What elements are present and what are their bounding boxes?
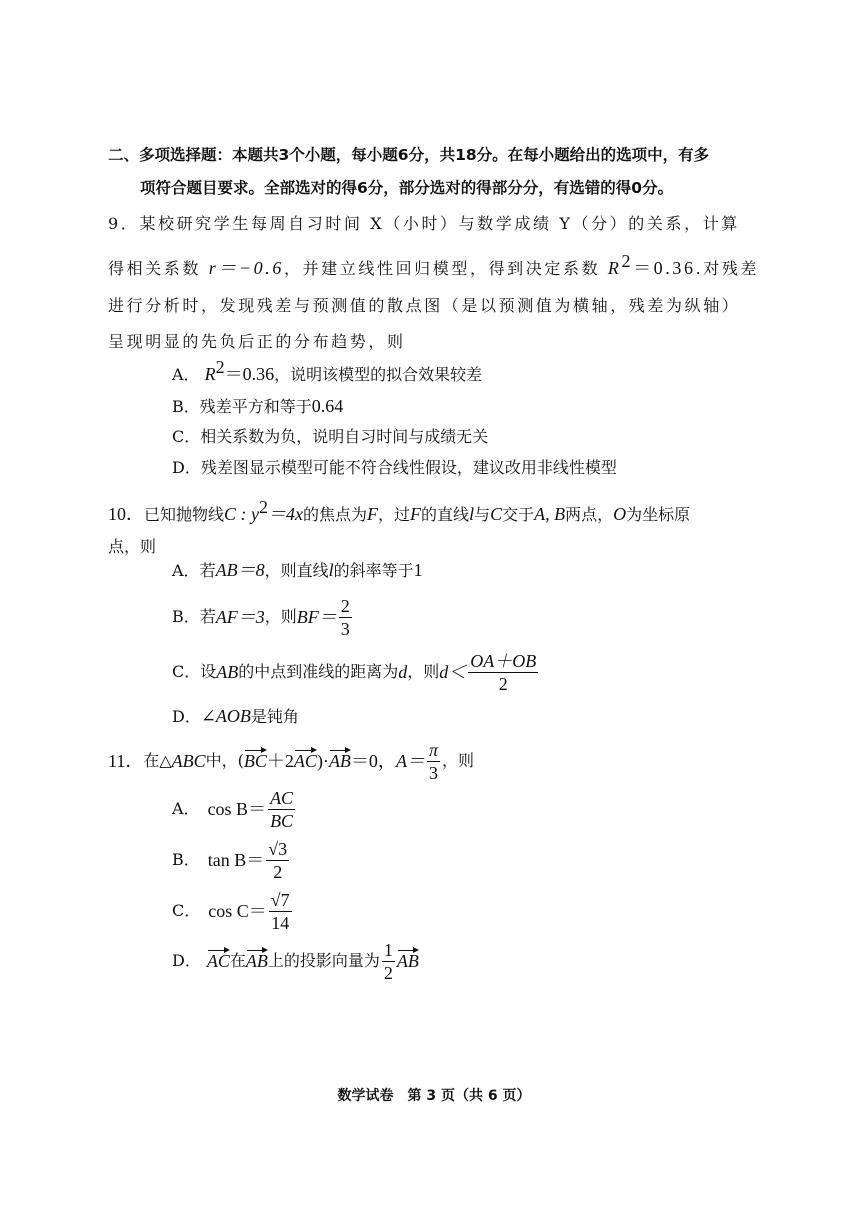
q9-text: .对残差 [695,259,760,278]
q10-a-text: 的斜率等于 [333,561,414,580]
q9-d-text: 残差图显示模型可能不符合线性假设，建议改用非线性模型 [200,458,617,477]
q10-AB: A, B [534,504,566,524]
q10-F: F [367,504,379,524]
fraction-denominator: 2 [266,860,289,883]
q10-b-text: ，则 [264,607,297,626]
q10-F: F [410,504,422,524]
q10-text: 的焦点为 [303,505,368,524]
q9-c-text: 相关系数为负，说明自习时间与成绩无关 [200,427,489,446]
q11-text: 在△ [143,751,172,770]
q10-c-d: d [398,662,408,682]
option-label: C． [172,427,201,446]
q11-plus2: ＋2 [266,751,294,771]
q10-O: O [613,504,627,524]
question-number: 11． [108,751,144,771]
q9-option-a: A． $R^2=0.36$，说明该模型的拟合效果较差 [172,357,483,384]
fraction [269,889,292,934]
fraction [268,787,295,832]
fraction-denominator: BC [270,810,294,831]
q11-d-text: 上的投影向量为 [267,951,380,970]
q11-a-fn: cos B＝ [207,799,267,819]
q10-b-bf: BF＝ [296,607,337,627]
q9-option-c [172,427,488,447]
q10-a-text: 若 [199,561,216,580]
q9-option-b [172,396,343,417]
q11-c-fn: cos C＝ [208,901,267,921]
option-label: B． [172,850,200,869]
q9-line4: 呈现明显的先负后正的分布趋势，则 [108,332,406,351]
q11-text: 中，( [205,751,244,770]
q10-curve-rhs: ＝4x [268,504,304,524]
fraction-denominator: 2 [468,672,538,695]
q9-a-text: ，说明该模型的拟合效果较差 [274,365,483,384]
fraction-denominator: 3 [340,618,350,639]
q10-c-text: 的中点到准线的距离为 [238,662,399,681]
q10-c-ineq: d＜ [439,662,467,682]
q11-option-d [172,936,419,986]
q9-r-expr: r＝−0.6 [208,258,284,278]
option-label: A． [172,561,200,580]
option-label: A． [172,799,200,818]
q10-line2: 点，则 [108,537,157,556]
q11-d-text: 在 [229,951,246,970]
q10-a-val: 1 [413,560,423,580]
fraction [427,739,440,784]
q9-line3: 进行分析时，发现残差与预测值的散点图（是以预测值为横轴，残差为纵轴） [108,296,741,315]
option-label: D． [172,707,201,726]
fraction-numerator: OA＋OB [470,650,537,671]
fraction-denominator: 2 [383,962,393,983]
q9-text: 得相关系数 [108,259,202,278]
q10-text: 与 [474,505,491,524]
vector-ab: AB [328,751,351,771]
page-footer: 数学试卷 第 3 页（共 6 页） [337,1088,531,1104]
q10-text: 两点， [565,505,614,524]
q10-text: 为坐标原 [626,505,691,524]
q9-text: ，并建立线性回归模型，得到决定系数 [283,259,601,278]
vector-ac: AC [206,951,230,971]
vector-ab: AB [396,951,419,971]
q9-r2: R [607,258,622,278]
fraction [382,939,395,984]
fraction-denominator: 14 [269,911,292,934]
q11-text: ，则 [441,751,474,770]
fraction [339,595,352,640]
q11-option-c [172,886,294,936]
q10-option-b [172,592,354,642]
fraction-numerator: 2 [340,595,350,616]
q10-b-expr: AF＝3 [215,607,265,627]
option-label: A． [172,365,200,384]
q11-dot: )· [316,751,329,771]
q10-b-text: 若 [199,607,216,626]
q11-eq0: ＝0， [350,751,396,771]
q10-c-text: ，则 [407,662,440,681]
option-label: B． [172,397,200,416]
q10-a-expr: AB＝8 [215,560,265,580]
q10-d-text: 是钝角 [250,707,299,726]
q9-b-text: 残差平方和等于 [199,397,312,416]
vector-bc: BC [243,751,267,771]
section-header-line2: 项符合题目要求。全部选对的得6分，部分选对的得部分分，有选错的得0分。 [140,179,674,197]
fraction-denominator: 3 [427,761,440,784]
fraction [266,838,289,883]
q10-curve: C : y [224,504,260,524]
option-label: C． [172,901,201,920]
q9-r2-val: ＝0.36 [633,258,696,278]
fraction-numerator: √7 [270,889,290,910]
q9-option-d [172,458,617,478]
q11-abc: ABC [171,751,206,771]
q10-option-a [172,560,423,581]
option-label: C． [172,662,201,681]
question-number: 10． [108,504,144,524]
vector-ac: AC [293,751,317,771]
q10-option-d [172,706,299,727]
fraction [468,650,538,695]
q10-text: ，过 [378,505,411,524]
q10-option-c [172,647,540,697]
q11-line1 [108,737,474,785]
fraction-numerator: √3 [268,838,288,859]
fraction-numerator: AC [270,787,294,808]
q9-line1: 9．某校研究学生每周自习时间 X（小时）与数学成绩 Y（分）的关系，计算 [108,214,740,233]
q10-text: 交于 [502,505,535,524]
q10-d-expr: ∠AOB [200,706,251,726]
q9-a-r2: R [204,364,216,384]
q10-l: l [469,504,475,524]
fraction-numerator: π [428,739,438,760]
q11-A: A＝ [395,751,425,771]
q10-a-l: l [328,560,334,580]
q10-text: 已知抛物线 [144,505,225,524]
q11-b-fn: tan B＝ [207,850,265,870]
q10-c-text: 设 [200,662,217,681]
vector-ab: AB [245,951,268,971]
q9-a-val: ＝0.36 [224,364,275,384]
q9-line2: 得相关系数 r＝−0.6，并建立线性回归模型，得到决定系数 $R^2=0.36$.对残差 [108,251,760,278]
section-header-line1: 二、多项选择题：本题共3个小题，每小题6分，共18分。在每小题给出的选项中，有多 [108,146,710,164]
option-label: B． [172,607,200,626]
q10-C: C [490,504,503,524]
option-label: D． [172,951,201,970]
q10-line1: 10．已知抛物线C : $y^2=4x$的焦点为F，过F的直线l与C交于A, B两点，O为坐标原 [108,497,691,524]
q9-b-val: 0.64 [311,396,344,416]
q10-text: 的直线 [421,505,470,524]
q11-option-a [172,784,297,834]
q10-c-ab: AB [216,662,239,682]
q10-a-text: ，则直线 [264,561,329,580]
option-label: D． [172,458,201,477]
q11-option-b [172,835,291,885]
fraction-numerator: 1 [383,939,393,960]
